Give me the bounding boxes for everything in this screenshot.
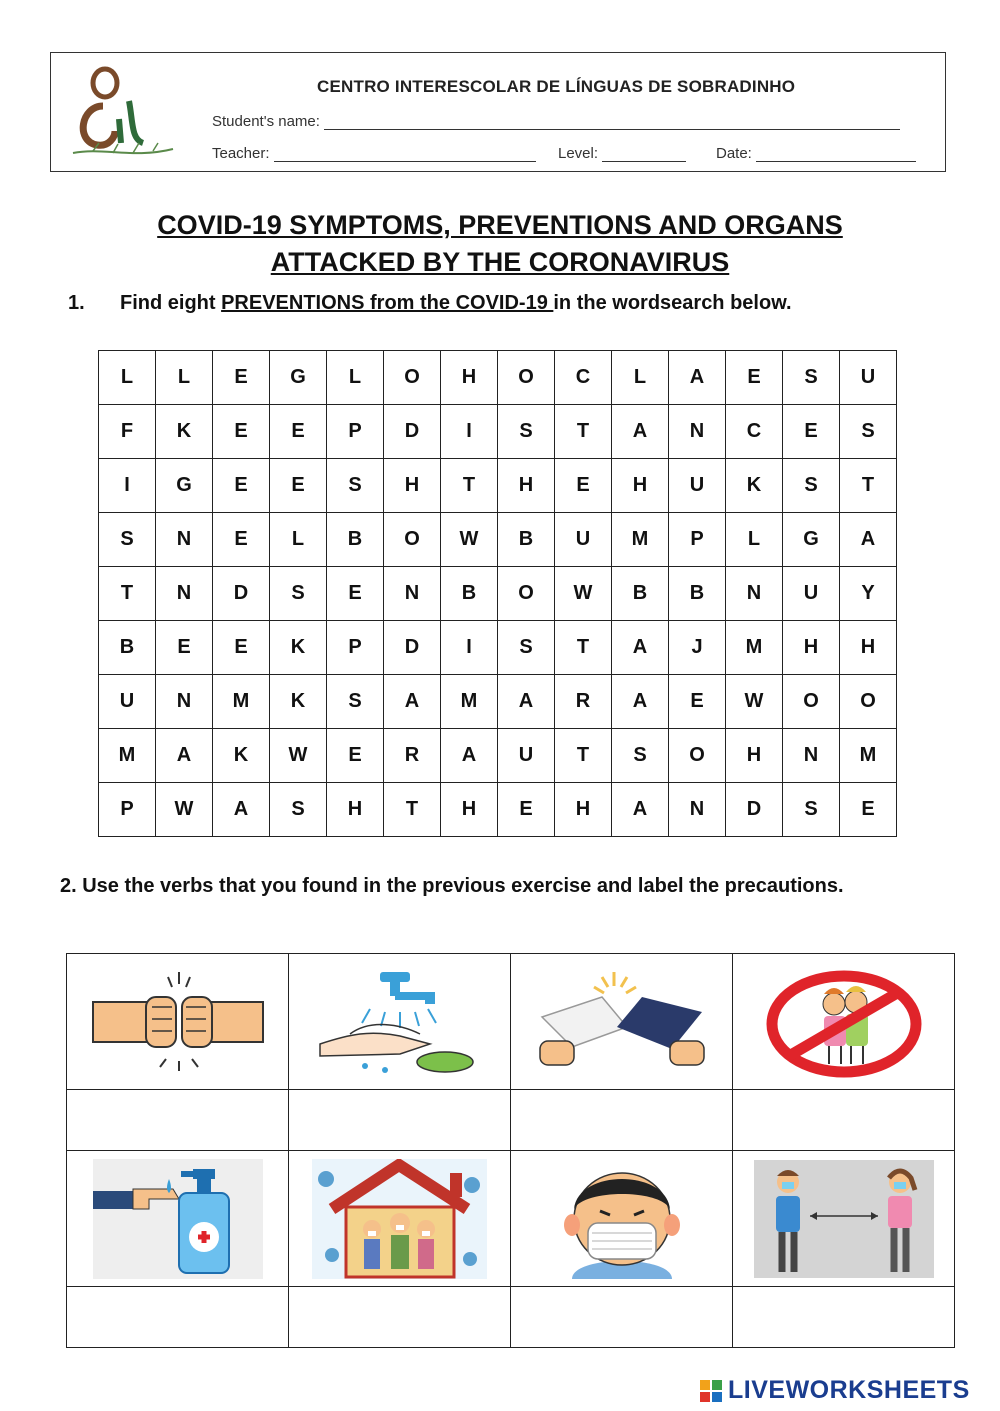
wordsearch-cell[interactable]: H <box>327 783 384 837</box>
keep-distance-icon <box>754 1160 934 1278</box>
wordsearch-cell[interactable]: K <box>270 675 327 729</box>
precaution-cell <box>67 1151 289 1287</box>
wordsearch-cell[interactable]: P <box>327 405 384 459</box>
teacher-label: Teacher: <box>212 145 270 162</box>
wordsearch-cell[interactable]: S <box>783 351 840 405</box>
wordsearch-cell[interactable]: M <box>99 729 156 783</box>
wordsearch-cell[interactable]: N <box>669 783 726 837</box>
wordsearch-cell[interactable]: S <box>270 567 327 621</box>
wordsearch-cell[interactable]: S <box>840 405 897 459</box>
exercise1-text-before: Find eight <box>120 292 222 314</box>
wordsearch-cell[interactable]: E <box>213 621 270 675</box>
wordsearch-row <box>99 621 897 675</box>
wordsearch-cell[interactable]: O <box>840 675 897 729</box>
teacher-field[interactable] <box>212 145 536 162</box>
wordsearch-cell[interactable]: S <box>270 783 327 837</box>
wordsearch-cell[interactable]: E <box>498 783 555 837</box>
wordsearch-row <box>99 783 897 837</box>
face-mask-icon <box>542 1159 702 1279</box>
wordsearch-cell[interactable]: E <box>213 351 270 405</box>
wordsearch-cell[interactable]: P <box>669 513 726 567</box>
wordsearch-cell[interactable]: W <box>441 513 498 567</box>
wordsearch-cell[interactable]: E <box>783 405 840 459</box>
answer-cell[interactable] <box>511 1287 733 1348</box>
wordsearch-cell[interactable]: D <box>726 783 783 837</box>
precaution-cell <box>511 954 733 1090</box>
wordsearch-cell[interactable]: O <box>384 513 441 567</box>
answer-cell[interactable] <box>67 1287 289 1348</box>
wordsearch-cell[interactable]: H <box>384 459 441 513</box>
wordsearch-cell[interactable]: R <box>555 675 612 729</box>
wordsearch-row <box>99 351 897 405</box>
wordsearch-cell[interactable]: B <box>612 567 669 621</box>
wordsearch-cell[interactable]: O <box>783 675 840 729</box>
answer-cell[interactable] <box>289 1287 511 1348</box>
fist-bump-icon <box>88 967 268 1077</box>
wordsearch-cell[interactable]: W <box>156 783 213 837</box>
school-logo-icon <box>63 61 183 161</box>
wordsearch-cell[interactable]: D <box>213 567 270 621</box>
wordsearch-cell[interactable]: P <box>99 783 156 837</box>
wordsearch-cell[interactable]: W <box>555 567 612 621</box>
wordsearch-cell[interactable]: S <box>99 513 156 567</box>
wordsearch-cell[interactable]: G <box>783 513 840 567</box>
liveworksheets-logo-icon <box>700 1380 722 1402</box>
wordsearch-cell[interactable]: K <box>156 405 213 459</box>
wordsearch-cell[interactable]: H <box>612 459 669 513</box>
wordsearch-cell[interactable]: L <box>99 351 156 405</box>
level-blank[interactable] <box>602 147 686 162</box>
wordsearch-cell[interactable]: A <box>612 783 669 837</box>
wordsearch-cell[interactable]: P <box>327 621 384 675</box>
wordsearch-cell[interactable]: E <box>213 459 270 513</box>
wordsearch-cell[interactable]: K <box>726 459 783 513</box>
wordsearch-cell[interactable]: O <box>498 567 555 621</box>
wordsearch-cell[interactable]: N <box>384 567 441 621</box>
wordsearch-cell[interactable]: I <box>441 405 498 459</box>
exercise1-number: 1. <box>68 292 85 314</box>
wordsearch-cell[interactable]: S <box>612 729 669 783</box>
wordsearch-cell[interactable]: O <box>669 729 726 783</box>
wordsearch-cell[interactable]: U <box>669 459 726 513</box>
elbow-bump-icon <box>532 967 712 1077</box>
wordsearch-cell[interactable]: T <box>555 621 612 675</box>
wordsearch-cell[interactable]: N <box>156 567 213 621</box>
wordsearch-cell[interactable]: E <box>156 621 213 675</box>
wordsearch-cell[interactable]: H <box>840 621 897 675</box>
school-name: CENTRO INTERESCOLAR DE LÍNGUAS DE SOBRADINHO <box>317 77 796 96</box>
wordsearch-cell[interactable]: H <box>441 783 498 837</box>
wordsearch-cell[interactable]: N <box>156 675 213 729</box>
precautions-table <box>66 953 955 1348</box>
wordsearch-cell[interactable]: S <box>498 621 555 675</box>
wordsearch-cell[interactable]: A <box>612 621 669 675</box>
wordsearch-cell[interactable]: B <box>99 621 156 675</box>
date-label: Date: <box>716 145 752 162</box>
wordsearch-cell[interactable]: B <box>441 567 498 621</box>
wordsearch-cell[interactable]: S <box>327 459 384 513</box>
wordsearch-cell[interactable]: L <box>327 351 384 405</box>
precaution-cell <box>733 1151 955 1287</box>
wordsearch-cell[interactable]: E <box>213 405 270 459</box>
precaution-cell <box>733 954 955 1090</box>
wordsearch-cell[interactable]: C <box>555 351 612 405</box>
wordsearch-cell[interactable]: U <box>498 729 555 783</box>
wordsearch-cell[interactable]: H <box>783 621 840 675</box>
answer-cell[interactable] <box>511 1090 733 1151</box>
wordsearch-cell[interactable]: B <box>498 513 555 567</box>
precaution-cell <box>67 954 289 1090</box>
wordsearch-cell[interactable]: F <box>99 405 156 459</box>
liveworksheets-watermark <box>700 1376 970 1405</box>
wordsearch-cell[interactable]: E <box>726 351 783 405</box>
student-name-label: Student's name: <box>212 113 320 130</box>
wordsearch-cell[interactable]: A <box>612 675 669 729</box>
wordsearch-cell[interactable]: L <box>612 351 669 405</box>
date-field[interactable] <box>716 145 916 162</box>
wordsearch-cell[interactable]: E <box>555 459 612 513</box>
wordsearch-cell[interactable]: H <box>441 351 498 405</box>
teacher-blank[interactable] <box>274 147 536 162</box>
wordsearch-cell[interactable]: A <box>213 783 270 837</box>
header-box <box>50 52 946 172</box>
wordsearch-cell[interactable]: M <box>612 513 669 567</box>
wordsearch-cell[interactable]: L <box>726 513 783 567</box>
wordsearch-cell[interactable]: W <box>726 675 783 729</box>
wordsearch-cell[interactable]: A <box>156 729 213 783</box>
title-line-2: ATTACKED BY THE CORONAVIRUS <box>270 247 730 277</box>
exercise1-instruction <box>68 292 792 315</box>
wordsearch-cell[interactable]: A <box>498 675 555 729</box>
wordsearch-row <box>99 567 897 621</box>
wordsearch-cell[interactable]: H <box>555 783 612 837</box>
answer-cell[interactable] <box>733 1287 955 1348</box>
wordsearch-cell[interactable]: A <box>384 675 441 729</box>
wordsearch-cell[interactable]: M <box>840 729 897 783</box>
wordsearch-row <box>99 459 897 513</box>
watermark-text: LIVEWORKSHEETS <box>728 1376 970 1404</box>
wordsearch-cell[interactable]: M <box>213 675 270 729</box>
title-line-1: COVID-19 SYMPTOMS, PREVENTIONS AND ORGANS <box>157 210 843 240</box>
wordsearch-cell[interactable]: N <box>783 729 840 783</box>
wordsearch-cell[interactable]: Y <box>840 567 897 621</box>
date-blank[interactable] <box>756 147 916 162</box>
wordsearch-cell[interactable]: E <box>270 459 327 513</box>
wordsearch-cell[interactable]: O <box>384 351 441 405</box>
student-name-blank[interactable] <box>324 115 900 130</box>
wordsearch-cell[interactable]: U <box>555 513 612 567</box>
answer-cell[interactable] <box>733 1090 955 1151</box>
level-label: Level: <box>558 145 599 162</box>
washing-hands-icon <box>310 964 490 1079</box>
precaution-cell <box>289 954 511 1090</box>
wordsearch-cell[interactable]: S <box>783 783 840 837</box>
wordsearch-cell[interactable]: T <box>384 783 441 837</box>
wordsearch-row <box>99 513 897 567</box>
wordsearch-cell[interactable]: A <box>840 513 897 567</box>
wordsearch-cell[interactable]: M <box>726 621 783 675</box>
wordsearch-cell[interactable]: L <box>156 351 213 405</box>
wordsearch-row <box>99 675 897 729</box>
wordsearch-cell[interactable]: B <box>327 513 384 567</box>
wordsearch-cell[interactable]: E <box>327 567 384 621</box>
wordsearch-cell[interactable]: D <box>384 405 441 459</box>
wordsearch-cell[interactable]: K <box>213 729 270 783</box>
wordsearch-cell[interactable]: S <box>498 405 555 459</box>
precautions-image-row <box>67 1151 955 1287</box>
precaution-cell <box>511 1151 733 1287</box>
wordsearch-cell[interactable]: E <box>840 783 897 837</box>
wordsearch-cell[interactable]: H <box>498 459 555 513</box>
wordsearch-cell[interactable]: N <box>669 405 726 459</box>
wordsearch-cell[interactable]: O <box>498 351 555 405</box>
precautions-answer-row <box>67 1090 955 1151</box>
wordsearch-cell[interactable]: N <box>156 513 213 567</box>
wordsearch-cell[interactable]: E <box>270 405 327 459</box>
precautions-answer-row <box>67 1287 955 1348</box>
wordsearch-cell[interactable]: G <box>270 351 327 405</box>
wordsearch-cell[interactable]: I <box>441 621 498 675</box>
student-name-field[interactable] <box>212 113 900 130</box>
wordsearch-cell[interactable]: E <box>669 675 726 729</box>
wordsearch-grid <box>98 350 897 837</box>
wordsearch-row <box>99 729 897 783</box>
wordsearch-cell[interactable]: W <box>270 729 327 783</box>
level-field[interactable] <box>558 145 686 162</box>
precautions-image-row <box>67 954 955 1090</box>
wordsearch-cell[interactable]: S <box>783 459 840 513</box>
wordsearch-cell[interactable]: T <box>441 459 498 513</box>
exercise1-text-underlined: PREVENTIONS from the COVID-19 <box>221 292 554 314</box>
hand-sanitizer-icon <box>93 1159 263 1279</box>
answer-cell[interactable] <box>67 1090 289 1151</box>
wordsearch-cell[interactable]: C <box>726 405 783 459</box>
wordsearch-cell[interactable]: L <box>270 513 327 567</box>
wordsearch-cell[interactable]: H <box>726 729 783 783</box>
wordsearch-cell[interactable]: G <box>156 459 213 513</box>
stay-home-icon <box>312 1159 487 1279</box>
wordsearch-cell[interactable]: U <box>783 567 840 621</box>
wordsearch-cell[interactable]: I <box>99 459 156 513</box>
no-hugging-icon <box>754 964 934 1079</box>
wordsearch-cell[interactable]: M <box>441 675 498 729</box>
precaution-cell <box>289 1151 511 1287</box>
wordsearch-cell[interactable]: T <box>555 729 612 783</box>
exercise2-instruction: 2. Use the verbs that you found in the previous exercise and label the precautions. <box>60 875 844 897</box>
wordsearch-cell[interactable]: R <box>384 729 441 783</box>
exercise1-text-after: in the wordsearch below. <box>553 292 792 314</box>
wordsearch-cell[interactable]: A <box>612 405 669 459</box>
wordsearch-row <box>99 405 897 459</box>
wordsearch-cell[interactable]: U <box>840 351 897 405</box>
wordsearch-cell[interactable]: S <box>327 675 384 729</box>
wordsearch-cell[interactable]: B <box>669 567 726 621</box>
wordsearch-cell[interactable]: T <box>99 567 156 621</box>
wordsearch-cell[interactable]: E <box>213 513 270 567</box>
wordsearch-cell[interactable]: K <box>270 621 327 675</box>
wordsearch-cell[interactable]: N <box>726 567 783 621</box>
wordsearch-cell[interactable]: J <box>669 621 726 675</box>
answer-cell[interactable] <box>289 1090 511 1151</box>
wordsearch-cell[interactable]: A <box>669 351 726 405</box>
wordsearch-cell[interactable]: E <box>327 729 384 783</box>
wordsearch-cell[interactable]: A <box>441 729 498 783</box>
wordsearch-cell[interactable]: T <box>840 459 897 513</box>
wordsearch-cell[interactable]: D <box>384 621 441 675</box>
wordsearch-cell[interactable]: T <box>555 405 612 459</box>
wordsearch-cell[interactable]: U <box>99 675 156 729</box>
